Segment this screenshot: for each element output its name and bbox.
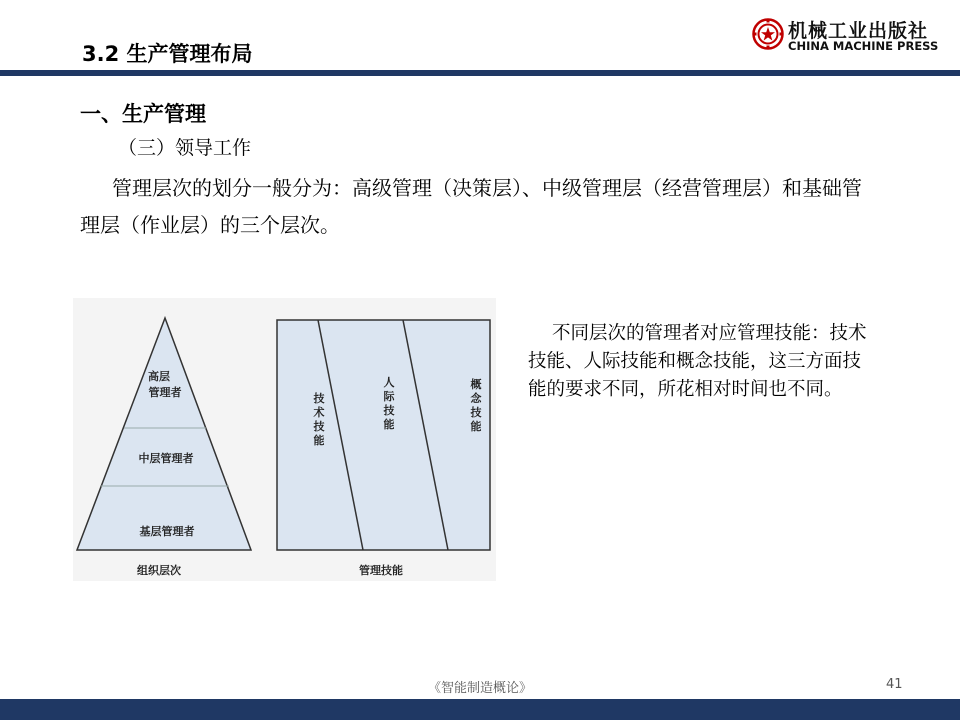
body-paragraph: 管理层次的划分一般分为：高级管理（决策层）、中级管理层（经营管理层）和基础管理层（作业层）的三个层次。: [80, 176, 862, 237]
title-divider: [0, 70, 960, 76]
publisher-seal-icon: [752, 18, 784, 50]
skills-caption: 管理技能: [359, 564, 403, 577]
management-levels-figure: [73, 298, 496, 581]
slide-title: 3.2 生产管理布局: [82, 42, 253, 66]
pyramid-level-bottom: 基层管理者: [139, 525, 195, 538]
skill-conceptual: 概念技能: [470, 378, 482, 433]
publisher-name-en: CHINA MACHINE PRESS: [788, 39, 939, 53]
skills-chart: [277, 320, 490, 577]
page-number: 41: [886, 677, 903, 692]
publisher-logo: [752, 16, 952, 56]
footer-bar: [0, 699, 960, 720]
side-note: 不同层次的管理者对应管理技能：技术技能、人际技能和概念技能，这三方面技能的要求不同，所花相对时间也不同。: [528, 323, 867, 400]
pyramid-level-top-line1: 高层: [148, 370, 170, 383]
subsection-heading: （三）领导工作: [118, 137, 252, 159]
skills-box: [277, 320, 490, 550]
pyramid-level-middle: 中层管理者: [138, 452, 194, 465]
publisher-name-cn: 机械工业出版社: [788, 20, 929, 42]
footer-book-title: 《智能制造概论》: [427, 681, 532, 696]
pyramid-level-top-line2: 管理者: [148, 386, 182, 399]
skill-interpersonal: 人际技能: [383, 376, 395, 431]
section-heading: 一、生产管理: [80, 102, 206, 126]
skill-technical: 技术技能: [313, 392, 325, 447]
pyramid-caption: 组织层次: [137, 564, 181, 577]
